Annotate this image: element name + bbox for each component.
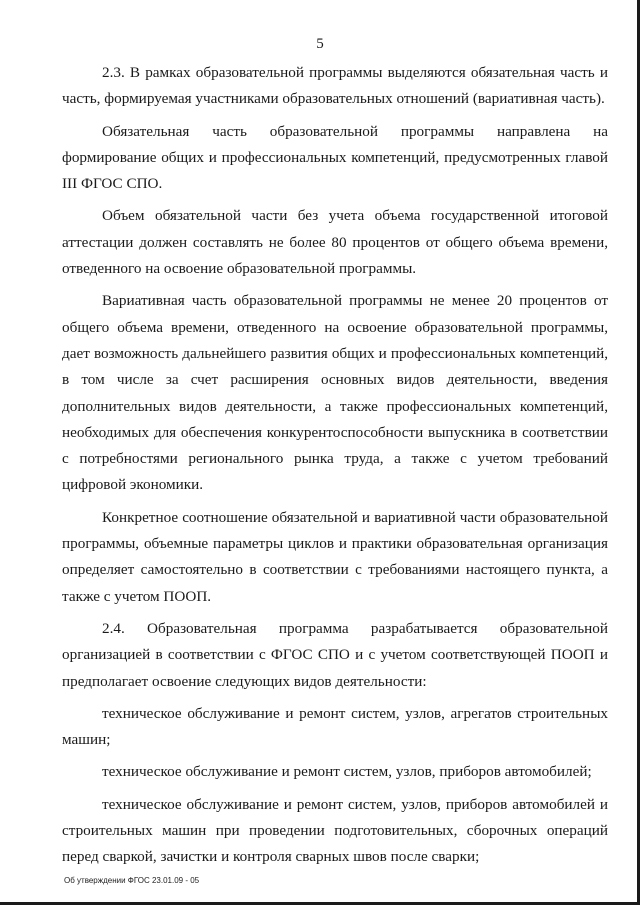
paragraph-variable-part: Вариативная часть образовательной программы не менее 20 процентов от общего объема времени, отведенного на освоение образовательной программы, дает возможность дальнейшего развития общих и профессиональных компетенций, в том числе за счет расширения основных видов деятельности, введения дополнительных видов деятельности, а также профессиональных компетенций, необходимых для обеспечения конкурентоспособности выпускника в соответствии с потребностями регионального рынка труда, а также с учетом требований цифровой экономики. xyxy=(62,292,608,494)
paragraph-ratio: Конкретное соотношение обязательной и вариативной части образовательной программы, объемные параметры циклов и практики образовательная организация определяет самостоятельно в соответствии с требованиями настоящего пункта, а также с учетом ПООП. xyxy=(62,508,608,605)
activity-item: техническое обслуживание и ремонт систем, узлов, приборов автомобилей; xyxy=(102,763,592,781)
footer-note: Об утверждении ФГОС 23.01.09 - 05 xyxy=(64,876,200,885)
paragraph-2-3: 2.3. В рамках образовательной программы выделяются обязательная часть и часть, формируемая участниками образовательных отношений (вариативная часть). xyxy=(62,64,608,108)
paragraph-mandatory-part: Обязательная часть образовательной программы направлена на формирование общих и профессиональных компетенций, предусмотренных главой III ФГОС СПО. xyxy=(62,122,608,193)
paragraph-2-4: 2.4. Образовательная программа разрабатывается образовательной организацией в соответствии с ФГОС СПО и с учетом соответствующей ПООП и предполагает освоение следующих видов деятельности: xyxy=(62,619,608,690)
activity-item: техническое обслуживание и ремонт систем, узлов, приборов автомобилей и строительных машин при проведении подготовительных, сборочных операций перед сваркой, зачистки и контроля сварных швов после сварки; xyxy=(62,795,608,866)
paragraph-mandatory-volume: Объем обязательной части без учета объема государственной итоговой аттестации должен составлять не более 80 процентов от общего объема времени, отведенного на освоение образовательной программы. xyxy=(62,207,608,278)
page-number: 5 xyxy=(316,36,324,52)
activity-item: техническое обслуживание и ремонт систем, узлов, агрегатов строительных машин; xyxy=(62,704,608,749)
document-body xyxy=(62,60,608,877)
